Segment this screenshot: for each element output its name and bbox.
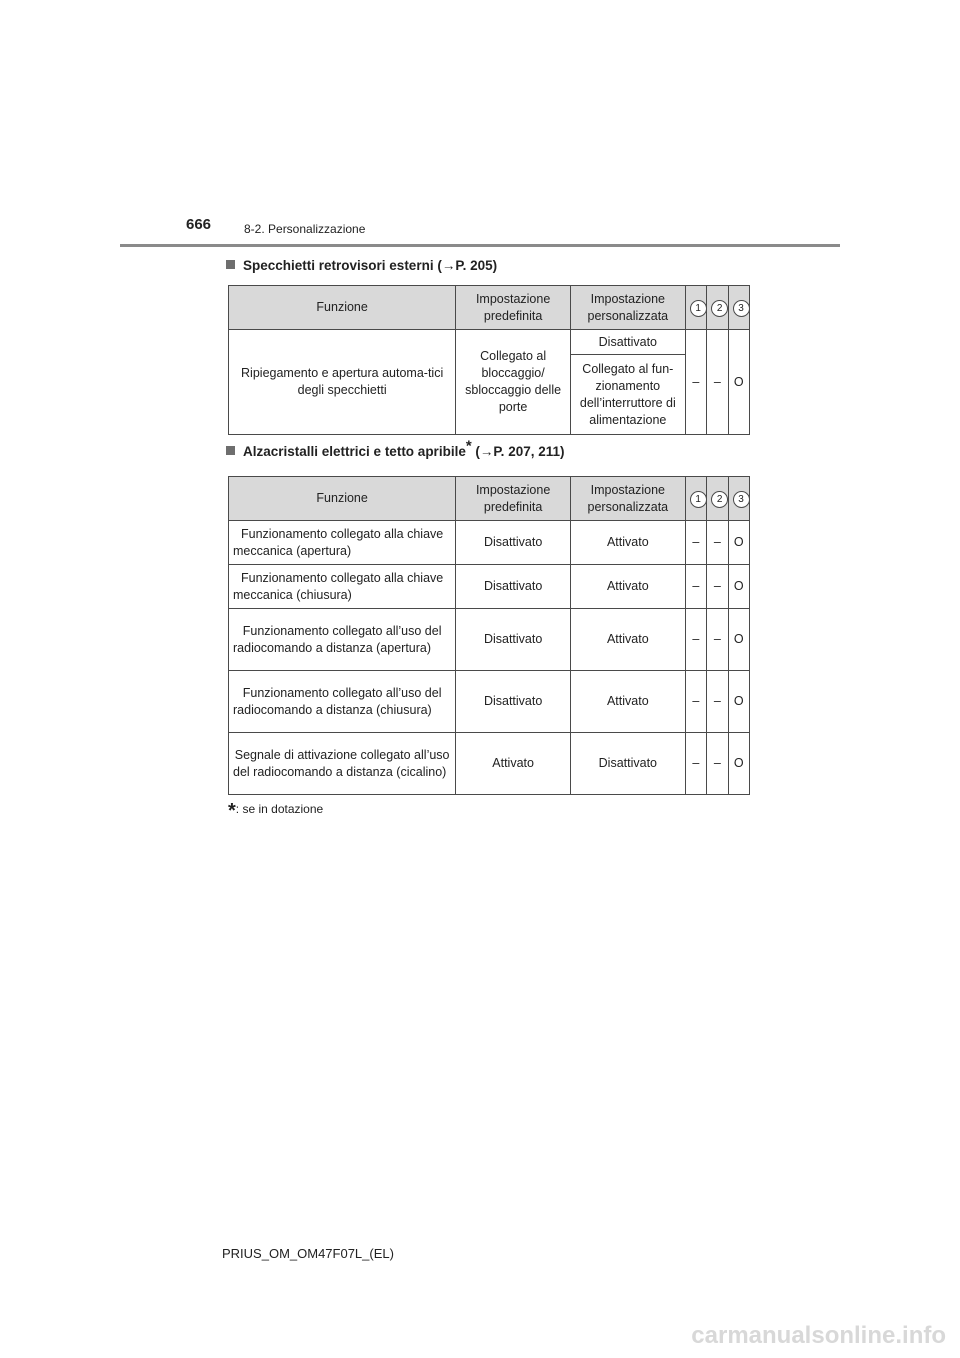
cell-mark-3: O bbox=[728, 521, 749, 565]
cell-mark-3: O bbox=[728, 671, 749, 733]
table-header-row bbox=[229, 286, 750, 330]
arrow-icon: → bbox=[479, 444, 494, 459]
circle-1-icon: 1 bbox=[690, 300, 707, 317]
bullet-square-icon bbox=[226, 260, 235, 269]
cell-mark-1: – bbox=[685, 521, 706, 565]
circle-1-icon: 1 bbox=[690, 491, 707, 508]
header-col-3 bbox=[728, 286, 749, 330]
bullet-square-icon bbox=[226, 446, 235, 455]
header-predefinita: Impostazione predefinita bbox=[456, 477, 571, 521]
cell-default: Disattivato bbox=[456, 671, 571, 733]
table-alzacristalli bbox=[228, 476, 750, 795]
cell-mark-2: – bbox=[707, 521, 728, 565]
cell-mark-3: O bbox=[728, 330, 749, 435]
footer-document-code: PRIUS_OM_OM47F07L_(EL) bbox=[222, 1246, 394, 1261]
table-row bbox=[229, 521, 750, 565]
section-title: 8-2. Personalizzazione bbox=[244, 222, 366, 236]
cell-default: Disattivato bbox=[456, 521, 571, 565]
circle-2-icon: 2 bbox=[711, 491, 728, 508]
table-row bbox=[229, 330, 750, 355]
cell-mark-2: – bbox=[707, 330, 728, 435]
watermark: carmanualsonline.info bbox=[691, 1322, 946, 1349]
cell-mark-2: – bbox=[707, 733, 728, 795]
header-col-1 bbox=[685, 286, 706, 330]
table-row bbox=[229, 609, 750, 671]
table-row bbox=[229, 565, 750, 609]
table-row bbox=[229, 671, 750, 733]
header-col-1 bbox=[685, 477, 706, 521]
cell-mark-3: O bbox=[728, 609, 749, 671]
cell-custom: Attivato bbox=[570, 609, 685, 671]
header-col-2 bbox=[707, 477, 728, 521]
footnote-text: : se in dotazione bbox=[235, 802, 324, 816]
footnote-asterisk-icon: * bbox=[228, 800, 236, 822]
header-divider bbox=[120, 244, 840, 247]
cell-funzione: Funzionamento collegato alla chiave meccanica (chiusura) bbox=[229, 565, 456, 609]
circle-2-icon: 2 bbox=[711, 300, 728, 317]
heading-alzacristalli-text: Alzacristalli elettrici e tetto apribile bbox=[243, 444, 466, 459]
cell-default: Disattivato bbox=[456, 609, 571, 671]
cell-mark-2: – bbox=[707, 609, 728, 671]
cell-default: Disattivato bbox=[456, 565, 571, 609]
cell-mark-1: – bbox=[685, 609, 706, 671]
cell-custom: Disattivato bbox=[570, 733, 685, 795]
table-specchietti bbox=[228, 285, 750, 435]
table-header-row bbox=[229, 477, 750, 521]
heading-alzacristalli-ref: P. 207, 211) bbox=[493, 444, 565, 459]
footnote bbox=[228, 800, 323, 823]
cell-funzione: Funzionamento collegato alla chiave meccanica (apertura) bbox=[229, 521, 456, 565]
cell-mark-3: O bbox=[728, 565, 749, 609]
cell-mark-3: O bbox=[728, 733, 749, 795]
cell-mark-1: – bbox=[685, 671, 706, 733]
cell-default: Attivato bbox=[456, 733, 571, 795]
cell-custom: Attivato bbox=[570, 565, 685, 609]
cell-default: Collegato al bloccaggio/ sbloccaggio delle porte bbox=[456, 330, 571, 435]
heading-specchietti-text: Specchietti retrovisori esterni ( bbox=[243, 258, 442, 273]
header-funzione: Funzione bbox=[229, 477, 456, 521]
cell-option-1: Disattivato bbox=[570, 330, 685, 355]
cell-funzione: Segnale di attivazione collegato all’uso del radiocomando a distanza (cicalino) bbox=[229, 733, 456, 795]
cell-custom: Attivato bbox=[570, 521, 685, 565]
cell-mark-1: – bbox=[685, 330, 706, 435]
cell-mark-1: – bbox=[685, 565, 706, 609]
header-personalizzata: Impostazione personalizzata bbox=[570, 477, 685, 521]
asterisk-icon: * bbox=[465, 437, 472, 455]
heading-specchietti-ref: P. 205) bbox=[455, 258, 498, 273]
cell-option-2: Collegato al fun-zionamento dell’interruttore di alimentazione bbox=[570, 355, 685, 435]
cell-funzione: Funzionamento collegato all’uso del radiocomando a distanza (chiusura) bbox=[229, 671, 456, 733]
cell-mark-2: – bbox=[707, 671, 728, 733]
heading-specchietti bbox=[226, 258, 497, 273]
page-number: 666 bbox=[186, 216, 212, 233]
circle-3-icon: 3 bbox=[733, 300, 750, 317]
header-col-3 bbox=[728, 477, 749, 521]
header-predefinita: Impostazione predefinita bbox=[456, 286, 571, 330]
header-funzione: Funzione bbox=[229, 286, 456, 330]
cell-mark-2: – bbox=[707, 565, 728, 609]
cell-funzione: Ripiegamento e apertura automa-tici degli specchietti bbox=[229, 330, 456, 435]
heading-open-paren: ( bbox=[471, 444, 480, 459]
circle-3-icon: 3 bbox=[733, 491, 750, 508]
heading-alzacristalli bbox=[226, 437, 565, 459]
header-col-2 bbox=[707, 286, 728, 330]
cell-funzione: Funzionamento collegato all’uso del radiocomando a distanza (apertura) bbox=[229, 609, 456, 671]
arrow-icon: → bbox=[441, 258, 456, 273]
cell-mark-1: – bbox=[685, 733, 706, 795]
cell-custom: Attivato bbox=[570, 671, 685, 733]
table-row bbox=[229, 733, 750, 795]
header-personalizzata: Impostazione personalizzata bbox=[570, 286, 685, 330]
